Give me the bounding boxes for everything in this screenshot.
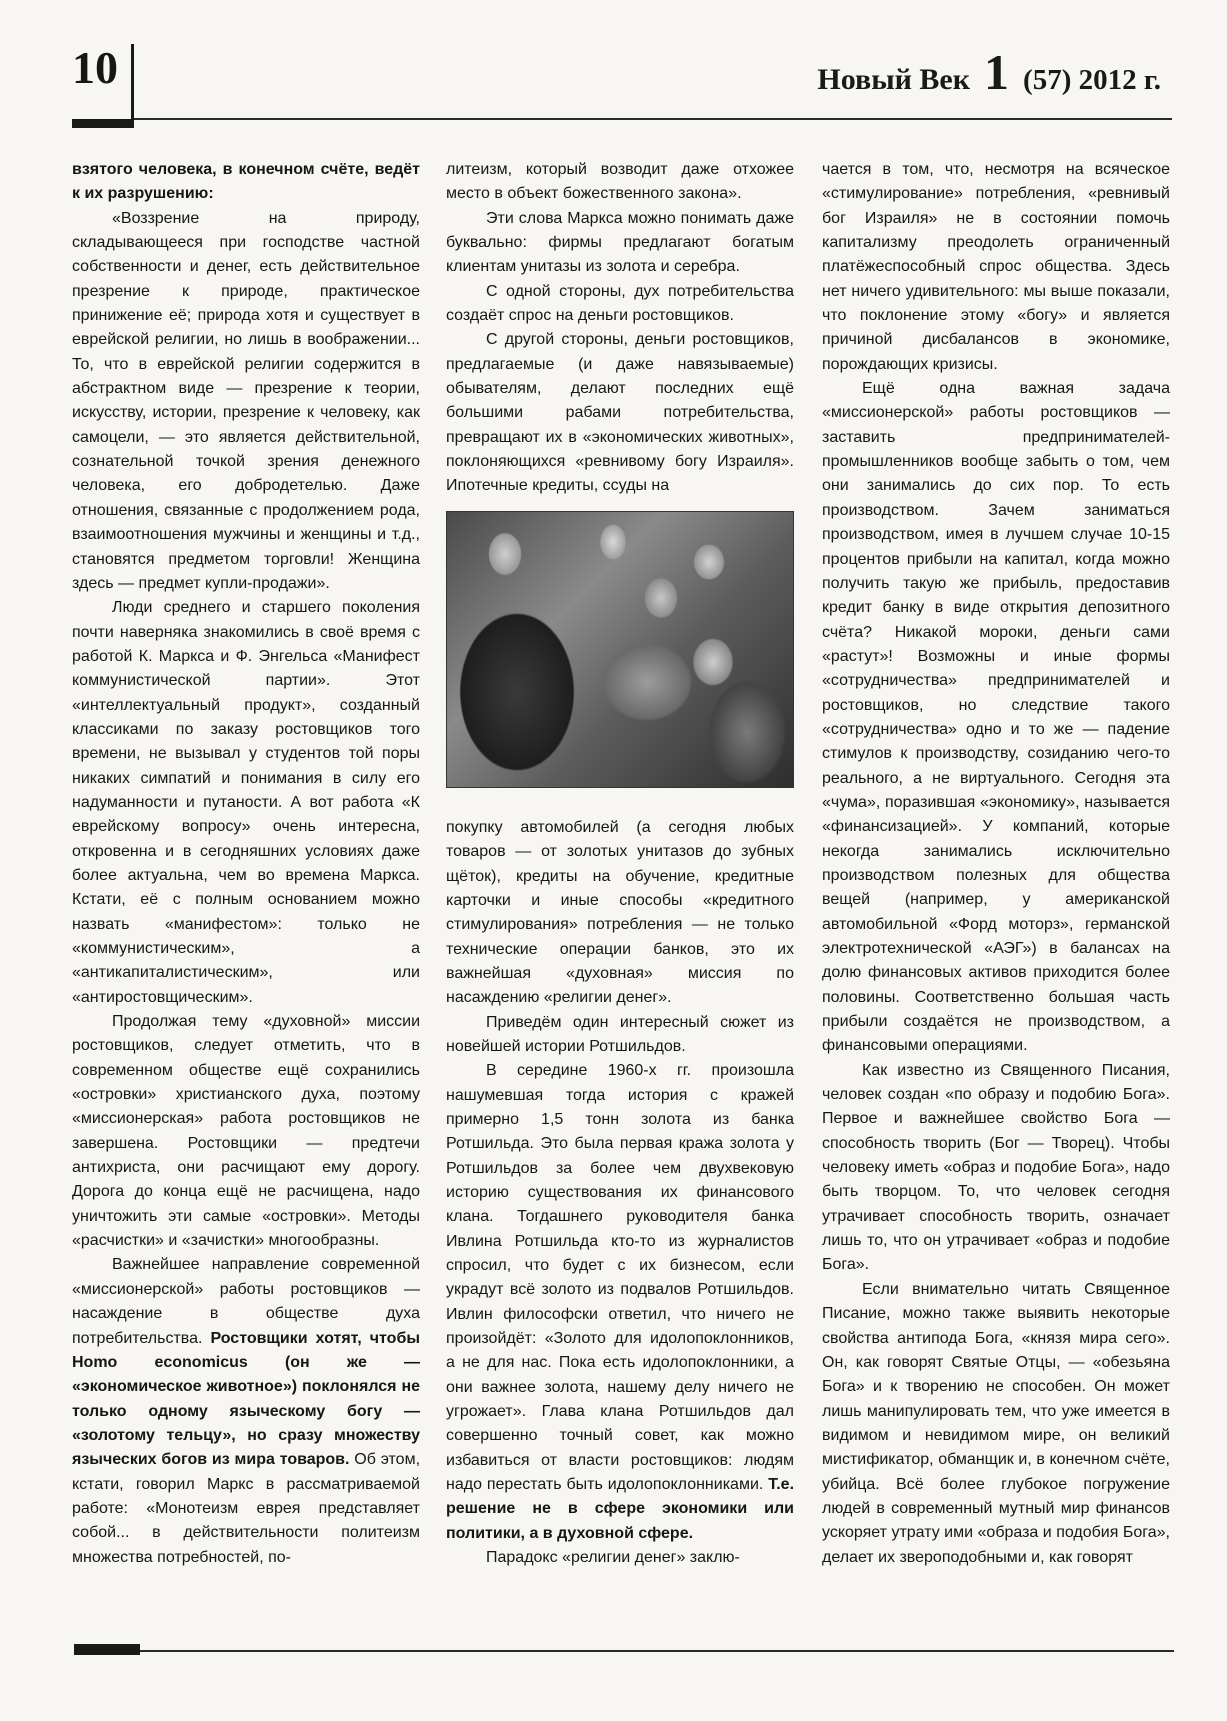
bold-text-run: Т.е. решение не в сфере экономики или политики, а в духовной сфере. [446, 1476, 795, 1542]
page-number-rule [131, 44, 134, 128]
article-column-3 [822, 158, 1170, 1570]
paragraph: «Воззрение на природу, складывающееся при господстве частной собственности и денег, есть действительное презрение к природе, практическое принижение её; природа хотя и существует в еврейской религии, но лишь в воображении... То, что в еврейской религии содержится в абстрактном виде — презрение к теории, искусству, истории, презрение к человеку, как самоцели, — это является действительной, сознательной точкой зрения денежного человека, его добродетелью. Даже отношения, связанные с продолжением рода, взаимоотношения мужчины и женщины и т.д., становятся предметом торговли! Женщина здесь — предмет купли-продажи». [72, 209, 420, 592]
publication-name: Новый Век [817, 63, 971, 96]
header-rule [134, 118, 1172, 120]
bold-text-run: Ростовщики хотят, чтобы Homo economicus (он же — «экономическое животное») поклонялся не только одному языческому богу — «золотому тельцу», но сразу множеству языческих богов из мира товаров. [72, 1329, 420, 1469]
issue-number: 1 [984, 44, 1010, 100]
page-number-block [72, 119, 134, 128]
article-column-1 [72, 158, 420, 1570]
footer-block [74, 1644, 140, 1655]
paragraph: С одной стороны, дух потребительства создаёт спрос на деньги ростовщиков. [446, 282, 794, 325]
text-run: Об этом, кстати, говорил Маркс в рассматриваемой работе: «Монотеизм еврея представляет собой... в действительности политеизм множества потребностей, по- [72, 1451, 421, 1566]
paragraph [72, 1253, 420, 1569]
paragraph: Приведём один интересный сюжет из новейшей истории Ротшильдов. [446, 1013, 794, 1055]
paragraph: чается в том, что, несмотря на всяческое «стимулирование» потребления, «ревнивый бог Израиля» не в состоянии помочь капитализму преодолеть ограниченный платёжеспособный спрос общества. Здесь нет ничего удивительного: мы выше показали, что поклонение этому «богу» и является причиной дисбалансов в экономике, порождающих кризисы. [822, 161, 1170, 373]
paragraph: С другой стороны, деньги ростовщиков, предлагаемые (и даже навязываемые) обывателям, делают последних ещё большими рабами потребительства, превращают их в «экономических животных», поклоняющихся «ревнивому богу Израиля». Ипотечные кредиты, ссуды на [446, 331, 794, 495]
issue-detail: (57) 2012 г. [1023, 64, 1161, 96]
masthead [817, 44, 1161, 100]
paragraph: Люди среднего и старшего поколения почти наверняка знакомились в своё время с работой К. Маркса и Ф. Энгельса «Манифест коммунистической партии». Этот «интеллектуальный продукт», созданный классиками по заказу ростовщиков того времени, не вызывал у студентов той поры никаких симпатий и понимания в силу его надуманности и путаности. А вот работа «К еврейскому вопросу» очень интересна, откровенна и в сегодняшних условиях даже более актуальна, чем во времена Маркса. Кстати, её с полным основанием можно назвать «манифестом»: только не «коммунистическим», а «антикапиталистическим», или «антиростовщическим». [72, 599, 420, 1006]
paragraph: литеизм, который возводит даже отхожее место в объект божественного закона». [446, 161, 794, 203]
text-run: Важнейшее направление современной «миссионерской» работы ростовщиков — насаждение в обществе духа потребительства. [72, 1256, 420, 1347]
article-column-2 [446, 158, 794, 1570]
paragraph: Ещё одна важная задача «миссионерской» работы ростовщиков — заставить предпринимателей-промышленников вообще забыть о том, чем они занимались до сих пор. То есть производством. Зачем заниматься производством, имея в лучшем случае 10-15 процентов прибыли на капитал, когда можно получить такую же прибыль, предоставив кредит банку в виде открытия депозитного счёта? Никакой мороки, деньги сами «растут»! Возможны и иные формы «сотрудничества» предпринимателей и ростовщиков, но следствие такого «сотрудничества» одно и то же — падение стимулов к производству, созиданию чего-то реального, а не виртуального. Сегодня эта «чума», поразившая «экономику», называется «финансизацией». У компаний, которые некогда занимались исключительно производством полезных для общества вещей (например, у американской автомобильной «Форд моторз», германской электротехнической «АЭГ») в балансах на долю финансовых активов приходится более половины. Соответственно большая часть прибыли создаётся не производством, а финансовыми операциями. [822, 380, 1170, 1055]
article-illustration [446, 511, 794, 788]
paragraph: Парадокс «религии денег» заклю- [486, 1549, 740, 1567]
paragraph: Если внимательно читать Священное Писание, можно также выявить некоторые свойства антипода Бога, «князя мира сего». Он, как говорят Святые Отцы, — «обезьяна Бога» и к творению не способен. Он может лишь манипулировать тем, что уже имеется в видимом и невидимом мире, он великий мистификатор, обманщик и, в конечном счёте, убийца. Всё более глубокое погружение людей в современный мутный мир финансов ускоряет утрату ими «образа и подобия Бога», делает их звероподобными и, как говорят [822, 1280, 1170, 1566]
page-number: 10 [72, 42, 118, 93]
paragraph: взятого человека, в конечном счёте, ведёт к их разрушению: [72, 161, 420, 203]
paragraph: Как известно из Священного Писания, человек создан «по образу и подобию Бога». Первое и важнейшее свойство Бога — способность творить (Бог — Творец). Чтобы человеку иметь «образ и подобие Бога», надо быть творцом. То, что человек сегодня утрачивает способность творить, означает лишь то, что он утрачивает «образ и подобие Бога». [822, 1061, 1170, 1274]
paragraph [446, 1059, 794, 1546]
text-run: В середине 1960-х гг. произошла нашумевшая тогда история с кражей примерно 1,5 тонн золота из банка Ротшильда. Это была первая кража золота у Ротшильдов за более чем двухвековую историю существования их финансового клана. Тогдашнего руководителя банка Ивлина Ротшильда кто-то из журналистов спросил, что будет с их бизнесом, если украдут всё золото из подвалов Ротшильдов. Ивлин философски ответил, что ничего не произойдёт: «Золото для идолопоклонников, а не для нас. Пока есть идолопоклонники, а они важнее золота, нашему делу ничего не угрожает». Глава клана Ротшильдов дал совершенно точный совет, как можно избавиться от власти ростовщиков: людям надо перестать быть идолопоклонниками. [446, 1062, 794, 1494]
paragraph: Эти слова Маркса можно понимать даже буквально: фирмы предлагают богатым клиентам унитазы из золота и серебра. [446, 209, 794, 276]
paragraph: покупку автомобилей (а сегодня любых товаров — от золотых унитазов до зубных щёток), кредиты на обучение, кредитные карточки и иные способы «кредитного стимулирования» потребления — не только технические операции банков, это их важнейшая «духовная» миссия по насаждению «религии денег». [446, 818, 794, 1007]
footer-rule [140, 1650, 1174, 1652]
paragraph: Продолжая тему «духовной» миссии ростовщиков, следует отметить, что в современном обществе ещё сохранились «островки» христианского духа, поэтому «миссионерская» работа ростовщиков не завершена. Ростовщики — предтечи антихриста, они расчищают ему дорогу. Дорога до конца ещё не расчищена, надо уничтожить эти самые «островки». Методы «расчистки» и «зачистки» многообразны. [72, 1013, 420, 1250]
